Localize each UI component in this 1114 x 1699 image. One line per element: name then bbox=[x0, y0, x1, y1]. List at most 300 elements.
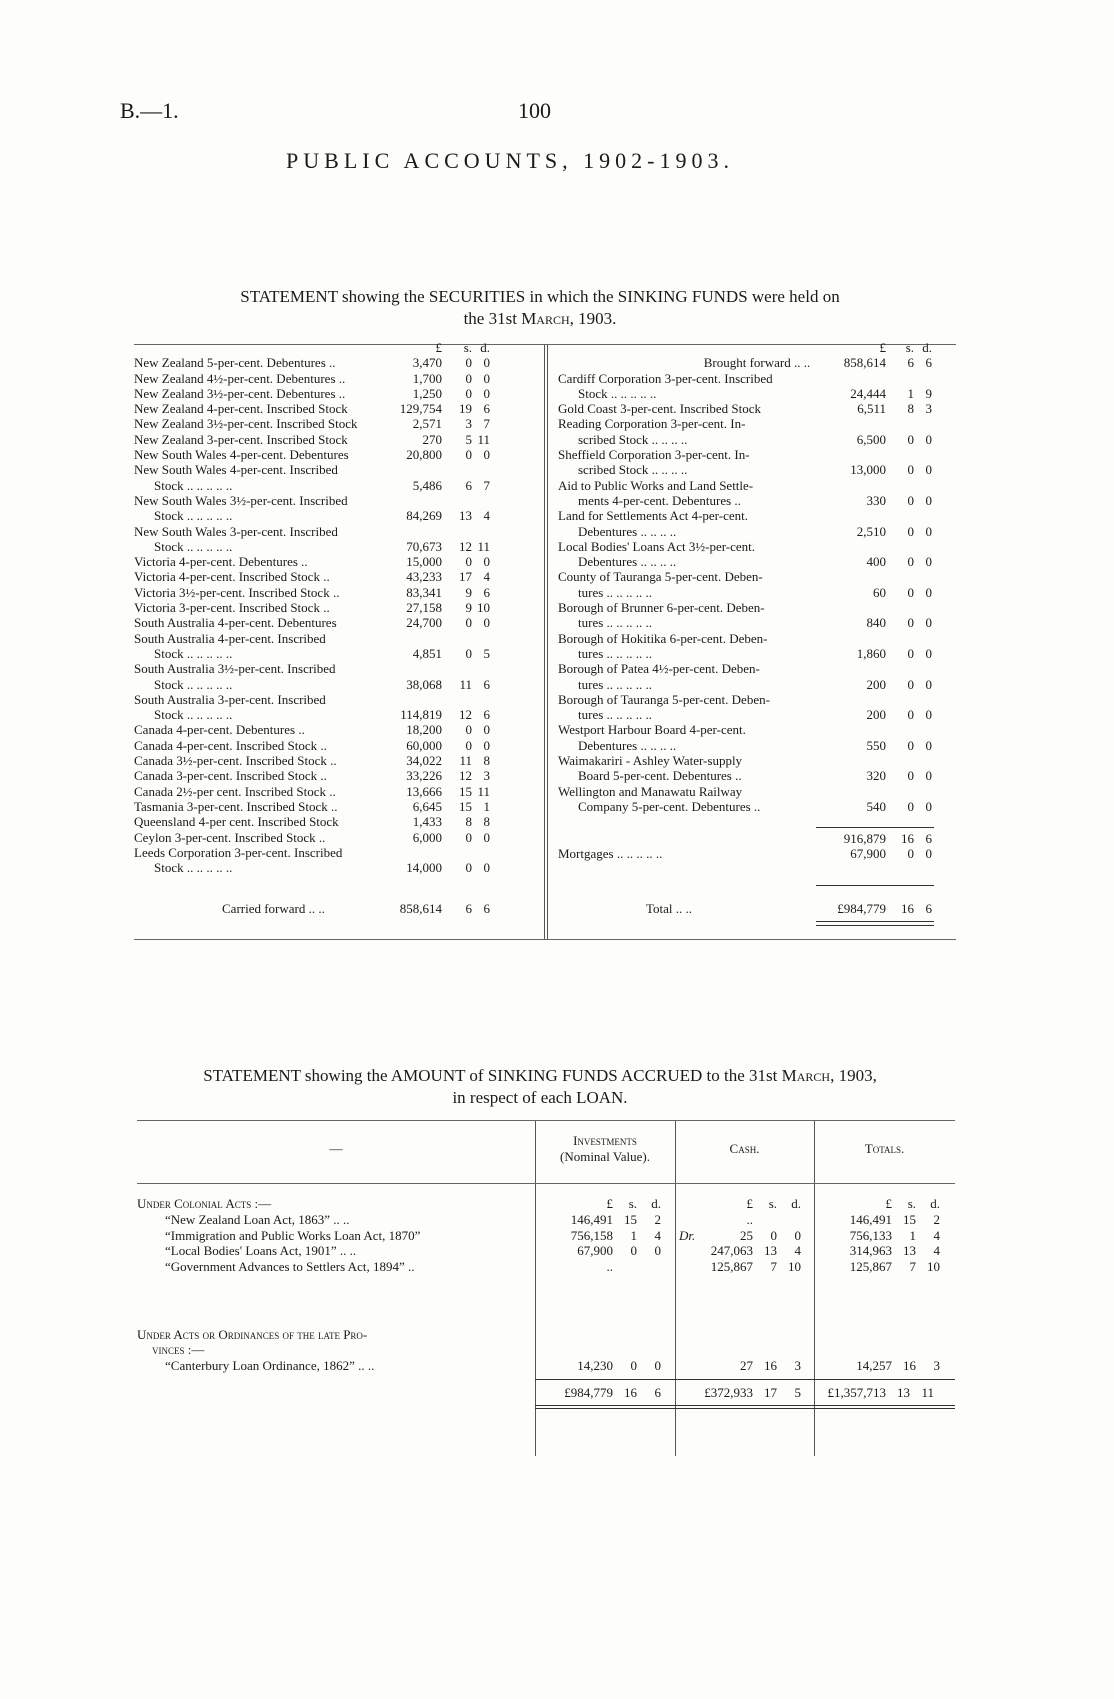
amount-pounds: 15,000 bbox=[406, 554, 442, 570]
security-description: Debentures .. .. .. .. bbox=[578, 523, 677, 539]
currency-pence: d. bbox=[791, 1196, 801, 1211]
total-pounds: 756,133 bbox=[849, 1227, 892, 1243]
total-pounds: 314,963 bbox=[849, 1243, 892, 1258]
debit-prefix: Dr. bbox=[679, 1227, 696, 1243]
cash-pounds: .. bbox=[746, 1212, 753, 1227]
loan-act-label: “Immigration and Public Works Loan Act, 1870” bbox=[165, 1227, 421, 1243]
grand-total-pounds: £1,357,713 bbox=[827, 1385, 886, 1400]
amount-pence: 0 bbox=[925, 615, 932, 631]
total-pounds: 146,491 bbox=[849, 1212, 892, 1227]
investment-pounds: 14,230 bbox=[577, 1358, 613, 1373]
amount-pence: 0 bbox=[483, 722, 490, 738]
security-description: Stock .. .. .. .. .. bbox=[154, 508, 233, 524]
security-description: New Zealand 3½-per-cent. Inscribed Stock bbox=[134, 416, 358, 432]
security-description: Stock .. .. .. .. .. bbox=[154, 477, 233, 493]
cash-shillings: 0 bbox=[770, 1227, 777, 1243]
security-row bbox=[134, 768, 534, 783]
loan-act-label: “New Zealand Loan Act, 1863” .. .. bbox=[165, 1212, 350, 1227]
security-description: Local Bodies' Loans Act 3½-per-cent. bbox=[558, 538, 756, 554]
security-description: Land for Settlements Act 4-per-cent. bbox=[558, 508, 748, 524]
currency-pounds: £ bbox=[885, 1196, 892, 1211]
security-description: Aid to Public Works and Land Settle- bbox=[558, 477, 754, 493]
security-row bbox=[558, 661, 956, 692]
amount-pounds: 13,666 bbox=[406, 783, 442, 799]
amount-shillings: 0 bbox=[465, 615, 472, 631]
grand-total-cash-pence: 5 bbox=[794, 1385, 801, 1400]
amount-pounds: 1,700 bbox=[412, 370, 442, 386]
amount-pence: 0 bbox=[483, 829, 490, 845]
sinking-funds-table bbox=[137, 1120, 955, 1456]
security-description: Wellington and Manawatu Railway bbox=[558, 783, 743, 799]
security-row bbox=[134, 462, 534, 493]
amount-pounds: 33,226 bbox=[406, 768, 442, 784]
security-description: Stock .. .. .. .. .. bbox=[578, 385, 657, 401]
loan-act-label: “Government Advances to Settlers Act, 1894” .. bbox=[165, 1258, 415, 1274]
security-description: Borough of Patea 4½-per-cent. Deben- bbox=[558, 661, 760, 677]
total-shillings: 16 bbox=[903, 1358, 916, 1373]
amount-shillings: 0 bbox=[465, 447, 472, 463]
carried-forward-row: Carried forward .. .. 858,614 6 6 bbox=[222, 901, 490, 916]
amount-pounds: 43,233 bbox=[406, 569, 442, 585]
amount-pence: 0 bbox=[925, 737, 932, 753]
security-description: New Zealand 3½-per-cent. Debentures .. bbox=[134, 385, 346, 401]
cash-pence: 4 bbox=[794, 1243, 801, 1258]
amount-pence: 10 bbox=[477, 600, 490, 616]
security-row bbox=[134, 355, 534, 370]
amount-pence: 3 bbox=[483, 768, 490, 784]
amount-pounds: 6,645 bbox=[412, 798, 442, 814]
security-row bbox=[134, 661, 534, 692]
security-description: Victoria 3½-per-cent. Inscribed Stock .. bbox=[134, 584, 340, 600]
grand-total-investment-pence: 6 bbox=[654, 1385, 661, 1400]
amount-pounds: 114,819 bbox=[400, 707, 442, 723]
amount-shillings: 1 bbox=[907, 385, 914, 401]
security-row bbox=[558, 508, 956, 539]
security-row bbox=[134, 799, 534, 814]
security-row bbox=[134, 386, 534, 401]
security-row bbox=[134, 600, 534, 615]
amount-pounds: 70,673 bbox=[406, 538, 442, 554]
amount-pounds: 14,000 bbox=[406, 860, 442, 876]
amount-shillings: 0 bbox=[907, 554, 914, 570]
security-row bbox=[558, 371, 956, 402]
security-row bbox=[134, 416, 534, 431]
security-description: Westport Harbour Board 4-per-cent. bbox=[558, 722, 746, 738]
amount-pounds: 320 bbox=[866, 768, 886, 784]
amount-pounds: 1,433 bbox=[412, 814, 442, 830]
cash-pounds: 247,063 bbox=[710, 1243, 753, 1258]
amount-pounds: 38,068 bbox=[406, 676, 442, 692]
amount-pence: 7 bbox=[483, 416, 490, 432]
security-description: South Australia 3-per-cent. Inscribed bbox=[134, 691, 326, 707]
security-row bbox=[558, 753, 956, 784]
currency-pence: d. bbox=[930, 1196, 940, 1211]
security-row bbox=[134, 738, 534, 753]
amount-pence: 6 bbox=[483, 676, 490, 692]
grand-total-bottom-rule bbox=[535, 1408, 955, 1409]
amount-pounds: 24,700 bbox=[406, 615, 442, 631]
statement2-title bbox=[125, 1065, 955, 1109]
security-row bbox=[558, 539, 956, 570]
amount-shillings: 0 bbox=[465, 355, 472, 371]
investment-pounds: 146,491 bbox=[570, 1212, 613, 1227]
security-description: Debentures .. .. .. .. bbox=[578, 737, 677, 753]
security-description: Stock .. .. .. .. .. bbox=[154, 676, 233, 692]
security-row bbox=[134, 814, 534, 829]
page-title: PUBLIC ACCOUNTS, 1902-1903. bbox=[286, 148, 734, 173]
amount-shillings: 0 bbox=[907, 676, 914, 692]
security-description: tures .. .. .. .. .. bbox=[578, 584, 653, 600]
document-reference: B.—1. bbox=[120, 98, 179, 123]
security-description: County of Tauranga 5-per-cent. Deben- bbox=[558, 569, 763, 585]
subtotal-row: 916,879 16 6 Mortgages .. .. .. .. .. 67,900 0 0 bbox=[558, 831, 956, 862]
security-description: Stock .. .. .. .. .. bbox=[154, 645, 233, 661]
total-pence: 4 bbox=[933, 1227, 940, 1243]
security-description: Borough of Hokitika 6-per-cent. Deben- bbox=[558, 630, 768, 646]
amount-pounds: 200 bbox=[866, 676, 886, 692]
grand-total-cash-shillings: 17 bbox=[764, 1385, 777, 1400]
security-row bbox=[558, 600, 956, 631]
amount-pounds: 1,860 bbox=[856, 645, 886, 661]
amount-pence: 0 bbox=[925, 462, 932, 478]
investment-shillings: 0 bbox=[630, 1243, 637, 1258]
loan-act-label: “Local Bodies' Loans Act, 1901” .. .. bbox=[165, 1243, 357, 1258]
security-description: tures .. .. .. .. .. bbox=[578, 707, 653, 723]
amount-pounds: 3,470 bbox=[412, 355, 442, 371]
securities-left-column bbox=[134, 340, 534, 916]
security-row bbox=[134, 692, 534, 723]
amount-pence: 0 bbox=[483, 860, 490, 876]
grand-total-investment-shillings: 16 bbox=[624, 1385, 637, 1400]
security-description: South Australia 4-per-cent. Inscribed bbox=[134, 630, 326, 646]
investments-header: Investments (Nominal Value). bbox=[559, 1133, 651, 1164]
security-description: New Zealand 4½-per-cent. Debentures .. bbox=[134, 370, 346, 386]
security-description: Stock .. .. .. .. .. bbox=[154, 707, 233, 723]
page-number: 100 bbox=[518, 98, 551, 123]
amount-pounds: 4,851 bbox=[412, 645, 442, 661]
currency-shillings: s. bbox=[768, 1196, 777, 1211]
amount-shillings: 0 bbox=[465, 737, 472, 753]
amount-pounds: 6,500 bbox=[856, 431, 886, 447]
amount-shillings: 12 bbox=[459, 538, 472, 554]
security-row bbox=[134, 753, 534, 768]
security-row bbox=[134, 830, 534, 845]
grand-total-investment-pounds: £984,779 bbox=[564, 1385, 613, 1400]
security-description: Waimakariri - Ashley Water-supply bbox=[558, 753, 743, 769]
amount-pence: 7 bbox=[483, 477, 490, 493]
statement1-title-line1: STATEMENT showing the SECURITIES in which the SINKING FUNDS were held on bbox=[240, 287, 840, 306]
amount-pence: 4 bbox=[483, 569, 490, 585]
subtotal-rule bbox=[816, 827, 934, 828]
total-pence: 4 bbox=[933, 1243, 940, 1258]
amount-shillings: 11 bbox=[459, 753, 472, 769]
security-description: Canada 4-per-cent. Debentures .. bbox=[134, 722, 305, 738]
securities-left-rows bbox=[134, 355, 534, 875]
amount-shillings: 6 bbox=[465, 477, 472, 493]
investment-shillings: 15 bbox=[624, 1212, 637, 1227]
security-description: Canada 2½-per cent. Inscribed Stock .. bbox=[134, 783, 336, 799]
amount-pounds: 858,614 bbox=[843, 355, 886, 371]
amount-pence: 6 bbox=[483, 707, 490, 723]
amount-pence: 4 bbox=[483, 508, 490, 524]
security-description: Company 5-per-cent. Debentures .. bbox=[578, 798, 761, 814]
amount-pounds: 2,510 bbox=[856, 523, 886, 539]
mortgages-row: Mortgages .. .. .. .. .. 67,900 0 0 bbox=[558, 846, 932, 862]
amount-shillings: 0 bbox=[465, 860, 472, 876]
security-description: Victoria 4-per-cent. Inscribed Stock .. bbox=[134, 569, 330, 585]
amount-pounds: 27,158 bbox=[406, 600, 442, 616]
security-row bbox=[134, 845, 534, 876]
total-row: Total .. .. £984,779 16 6 bbox=[646, 901, 932, 916]
security-description: Stock .. .. .. .. .. bbox=[154, 538, 233, 554]
security-row bbox=[134, 493, 534, 524]
amount-pounds: 330 bbox=[866, 492, 886, 508]
security-description: scribed Stock .. .. .. .. bbox=[578, 431, 688, 447]
amount-pence: 0 bbox=[925, 645, 932, 661]
currency-shillings: s. bbox=[628, 1196, 637, 1211]
amount-pounds: 540 bbox=[866, 798, 886, 814]
security-description: New South Wales 4-per-cent. Debentures bbox=[134, 447, 349, 463]
amount-shillings: 8 bbox=[465, 814, 472, 830]
security-row bbox=[558, 722, 956, 753]
currency-pounds: £ bbox=[606, 1196, 613, 1211]
column-divider bbox=[544, 345, 545, 939]
security-description: Leeds Corporation 3-per-cent. Inscribed bbox=[134, 844, 343, 860]
amount-pence: 6 bbox=[483, 401, 490, 417]
security-description: New South Wales 4-per-cent. Inscribed bbox=[134, 462, 338, 478]
investment-pounds: .. bbox=[606, 1258, 613, 1274]
investment-pounds: 67,900 bbox=[577, 1243, 613, 1258]
security-row bbox=[134, 371, 534, 386]
amount-pounds: 13,000 bbox=[850, 462, 886, 478]
total-pence: 3 bbox=[933, 1358, 940, 1373]
amount-shillings: 0 bbox=[907, 707, 914, 723]
cash-shillings: 7 bbox=[770, 1258, 777, 1274]
security-description: New Zealand 3-per-cent. Inscribed Stock bbox=[134, 431, 348, 447]
total-pence: 10 bbox=[927, 1258, 940, 1274]
total-shillings: 1 bbox=[909, 1227, 916, 1243]
investment-shillings: 0 bbox=[630, 1358, 637, 1373]
security-row bbox=[134, 585, 534, 600]
amount-shillings: 0 bbox=[907, 584, 914, 600]
amount-shillings: 0 bbox=[907, 798, 914, 814]
total-shillings: 13 bbox=[903, 1243, 916, 1258]
securities-table bbox=[134, 340, 956, 940]
amount-pounds: 5,486 bbox=[412, 477, 442, 493]
statement1-title-line2: the 31st March, 1903. bbox=[463, 309, 617, 328]
security-description: tures .. .. .. .. .. bbox=[578, 676, 653, 692]
total-shillings: 7 bbox=[909, 1258, 916, 1274]
currency-header-row: £ s. d. bbox=[879, 340, 932, 355]
statement2-title-line2: in respect of each LOAN. bbox=[452, 1088, 628, 1107]
amount-shillings: 0 bbox=[465, 385, 472, 401]
grand-total-cash-pounds: £372,933 bbox=[704, 1385, 753, 1400]
security-row bbox=[134, 784, 534, 799]
amount-pounds: 20,800 bbox=[406, 447, 442, 463]
amount-pounds: 6,511 bbox=[857, 401, 886, 417]
security-description: Gold Coast 3-per-cent. Inscribed Stock bbox=[558, 401, 761, 417]
amount-pence: 11 bbox=[477, 431, 490, 447]
security-row bbox=[134, 722, 534, 737]
security-description: scribed Stock .. .. .. .. bbox=[578, 462, 688, 478]
amount-pence: 6 bbox=[925, 355, 932, 371]
statement1-title bbox=[125, 286, 955, 330]
amount-pence: 9 bbox=[925, 385, 932, 401]
amount-pence: 0 bbox=[483, 554, 490, 570]
cash-header: Cash. bbox=[729, 1141, 760, 1156]
security-description: Canada 3½-per-cent. Inscribed Stock .. bbox=[134, 753, 337, 769]
amount-shillings: 0 bbox=[907, 645, 914, 661]
amount-pence: 0 bbox=[925, 798, 932, 814]
security-row bbox=[558, 569, 956, 600]
security-description: Borough of Tauranga 5-per-cent. Deben- bbox=[558, 691, 770, 707]
investment-shillings: 1 bbox=[630, 1227, 637, 1243]
investment-pence: 0 bbox=[654, 1243, 661, 1258]
amount-pounds: 200 bbox=[866, 707, 886, 723]
security-description: tures .. .. .. .. .. bbox=[578, 645, 653, 661]
amount-pounds: 129,754 bbox=[399, 401, 442, 417]
security-row bbox=[134, 432, 534, 447]
amount-pounds: 6,000 bbox=[412, 829, 442, 845]
total-pence: 2 bbox=[933, 1212, 940, 1227]
security-description: Brought forward .. .. bbox=[703, 355, 811, 371]
security-row bbox=[558, 478, 956, 509]
cash-shillings: 13 bbox=[764, 1243, 777, 1258]
amount-pence: 1 bbox=[483, 798, 490, 814]
amount-pence: 0 bbox=[925, 554, 932, 570]
security-description: ments 4-per-cent. Debentures .. bbox=[578, 492, 741, 508]
security-row bbox=[558, 784, 956, 815]
security-row bbox=[134, 615, 534, 630]
investment-pence: 4 bbox=[654, 1227, 661, 1243]
amount-pounds: 24,444 bbox=[850, 385, 886, 401]
amount-shillings: 13 bbox=[459, 508, 472, 524]
amount-shillings: 0 bbox=[907, 615, 914, 631]
amount-shillings: 0 bbox=[465, 554, 472, 570]
amount-pence: 8 bbox=[483, 753, 490, 769]
security-description: South Australia 4-per-cent. Debentures bbox=[134, 615, 337, 631]
amount-shillings: 6 bbox=[907, 355, 914, 371]
security-description: New South Wales 3-per-cent. Inscribed bbox=[134, 523, 338, 539]
security-description: Reading Corporation 3-per-cent. In- bbox=[558, 416, 746, 432]
amount-shillings: 0 bbox=[907, 431, 914, 447]
amount-shillings: 9 bbox=[465, 600, 472, 616]
amount-pence: 0 bbox=[483, 737, 490, 753]
amount-shillings: 5 bbox=[465, 431, 472, 447]
securities-right-rows bbox=[558, 355, 956, 814]
amount-shillings: 8 bbox=[907, 401, 914, 417]
security-description: Stock .. .. .. .. .. bbox=[154, 860, 233, 876]
security-row bbox=[558, 355, 956, 370]
security-row bbox=[558, 401, 956, 416]
grand-total-top-rule bbox=[535, 1379, 955, 1380]
security-row bbox=[134, 524, 534, 555]
security-description: Victoria 3-per-cent. Inscribed Stock .. bbox=[134, 600, 330, 616]
amount-pence: 5 bbox=[483, 645, 490, 661]
amount-pounds: 550 bbox=[866, 737, 886, 753]
amount-shillings: 12 bbox=[459, 768, 472, 784]
amount-pounds: 840 bbox=[866, 615, 886, 631]
amount-pence: 0 bbox=[925, 431, 932, 447]
security-row bbox=[558, 447, 956, 478]
cash-pounds: 25 bbox=[740, 1227, 753, 1243]
amount-pence: 0 bbox=[483, 447, 490, 463]
amount-pence: 0 bbox=[483, 615, 490, 631]
amount-pounds: 400 bbox=[866, 554, 886, 570]
security-description: Borough of Brunner 6-per-cent. Deben- bbox=[558, 600, 765, 616]
total-double-rule bbox=[816, 921, 934, 922]
amount-pounds: 84,269 bbox=[406, 508, 442, 524]
amount-shillings: 0 bbox=[907, 523, 914, 539]
section2-heading: Under Acts or Ordinances of the late Pro- bbox=[137, 1327, 368, 1342]
security-description: Queensland 4-per cent. Inscribed Stock bbox=[134, 814, 339, 830]
amount-pence: 0 bbox=[925, 707, 932, 723]
security-description: Tasmania 3-per-cent. Inscribed Stock .. bbox=[134, 798, 338, 814]
amount-shillings: 0 bbox=[465, 645, 472, 661]
securities-right-column bbox=[558, 340, 956, 916]
security-row bbox=[134, 554, 534, 569]
security-row bbox=[558, 692, 956, 723]
section2-heading-cont: vinces :— bbox=[152, 1342, 205, 1357]
amount-shillings: 3 bbox=[465, 416, 472, 432]
security-description: South Australia 3½-per-cent. Inscribed bbox=[134, 661, 336, 677]
loan-act-label: “Canterbury Loan Ordinance, 1862” .. .. bbox=[165, 1358, 375, 1373]
amount-pounds: 60,000 bbox=[406, 737, 442, 753]
amount-pence: 8 bbox=[483, 814, 490, 830]
security-row bbox=[134, 569, 534, 584]
amount-shillings: 11 bbox=[459, 676, 472, 692]
grand-total-shillings: 13 bbox=[897, 1385, 910, 1400]
cash-pounds: 125,867 bbox=[710, 1258, 753, 1274]
amount-shillings: 0 bbox=[907, 768, 914, 784]
security-description: Debentures .. .. .. .. bbox=[578, 554, 677, 570]
security-description: tures .. .. .. .. .. bbox=[578, 615, 653, 631]
cash-pence: 3 bbox=[794, 1358, 801, 1373]
security-description: Sheffield Corporation 3-per-cent. In- bbox=[558, 447, 750, 463]
security-description: Canada 4-per-cent. Inscribed Stock .. bbox=[134, 737, 327, 753]
currency-shillings: s. bbox=[907, 1196, 916, 1211]
cash-pounds: 27 bbox=[740, 1358, 753, 1373]
amount-pence: 0 bbox=[483, 370, 490, 386]
amount-shillings: 0 bbox=[465, 722, 472, 738]
security-description: New Zealand 5-per-cent. Debentures .. bbox=[134, 355, 336, 371]
security-description: Cardiff Corporation 3-per-cent. Inscribed bbox=[558, 370, 773, 386]
amount-shillings: 0 bbox=[907, 462, 914, 478]
amount-pounds: 34,022 bbox=[406, 753, 442, 769]
amount-pounds: 83,341 bbox=[406, 584, 442, 600]
amount-shillings: 15 bbox=[459, 783, 472, 799]
amount-pounds: 18,200 bbox=[406, 722, 442, 738]
security-description: Victoria 4-per-cent. Debentures .. bbox=[134, 554, 308, 570]
amount-shillings: 0 bbox=[907, 737, 914, 753]
amount-shillings: 9 bbox=[465, 584, 472, 600]
amount-shillings: 0 bbox=[465, 829, 472, 845]
amount-shillings: 0 bbox=[907, 492, 914, 508]
security-row bbox=[134, 447, 534, 462]
amount-pence: 6 bbox=[483, 584, 490, 600]
blank-header: — bbox=[329, 1141, 343, 1156]
amount-shillings: 17 bbox=[459, 569, 472, 585]
grand-total-bottom-rule bbox=[535, 1405, 955, 1406]
amount-pence: 0 bbox=[925, 523, 932, 539]
amount-pounds: 60 bbox=[873, 584, 886, 600]
amount-pence: 0 bbox=[925, 768, 932, 784]
investment-pounds: 756,158 bbox=[570, 1227, 613, 1243]
amount-pence: 0 bbox=[925, 492, 932, 508]
security-row bbox=[134, 401, 534, 416]
security-description: New South Wales 3½-per-cent. Inscribed bbox=[134, 492, 348, 508]
amount-shillings: 19 bbox=[459, 401, 472, 417]
